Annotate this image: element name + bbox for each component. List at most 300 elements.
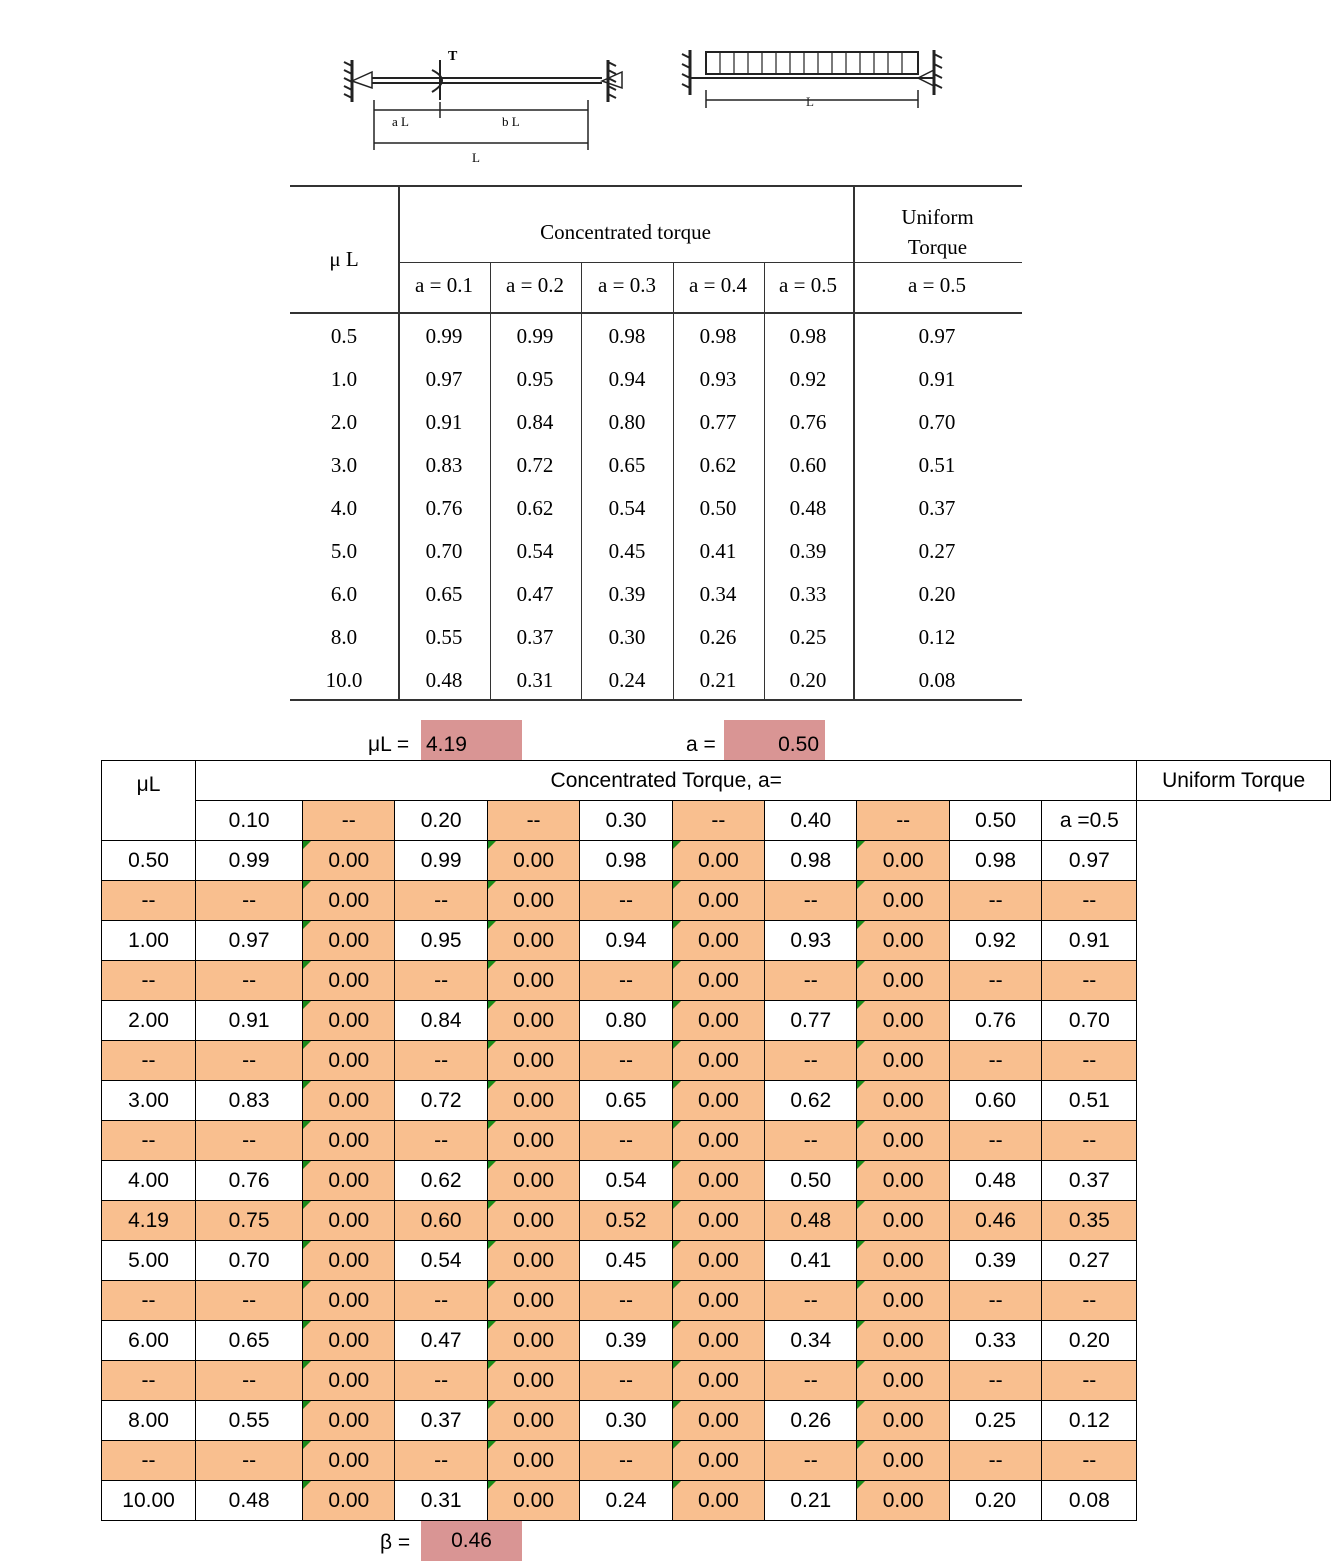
sheet-cell[interactable]: -- <box>1042 1441 1137 1481</box>
scan-mu-value: 6.0 <box>330 582 358 606</box>
sheet-cell[interactable]: -- <box>395 1361 487 1401</box>
a-input-cell[interactable]: 0.50 <box>724 720 825 760</box>
sheet-cell[interactable]: 0.00 <box>303 1081 395 1121</box>
sheet-cell[interactable]: 0.75 <box>196 1201 303 1241</box>
scan-uniform-header-1: Uniform <box>901 205 974 229</box>
scan-table-cell: 0.20 <box>789 668 827 692</box>
sheet-cell[interactable]: 0.00 <box>857 1281 949 1321</box>
sheet-cell[interactable]: 0.27 <box>1042 1241 1137 1281</box>
sheet-mu-header: μL <box>102 761 196 841</box>
sheet-cell[interactable]: 0.35 <box>1042 1201 1137 1241</box>
sheet-cell[interactable]: 0.00 <box>672 961 764 1001</box>
a-header-cell: -- <box>303 801 395 841</box>
sheet-cell[interactable]: -- <box>196 1441 303 1481</box>
sheet-cell[interactable]: -- <box>196 961 303 1001</box>
sheet-cell[interactable]: 0.62 <box>765 1081 857 1121</box>
sheet-cell[interactable]: -- <box>1042 1041 1137 1081</box>
sheet-cell[interactable]: 0.77 <box>765 1001 857 1041</box>
sheet-cell[interactable]: 0.00 <box>487 1081 579 1121</box>
sheet-cell[interactable]: 0.00 <box>672 1121 764 1161</box>
scan-sub-header: a = 0.5 <box>779 273 837 297</box>
beam-diagrams <box>340 40 960 170</box>
sheet-cell[interactable]: 0.30 <box>580 1401 672 1441</box>
scan-table-cell: 0.93 <box>699 367 737 391</box>
reference-table-scan <box>290 185 1022 701</box>
scan-table-cell: 0.97 <box>918 324 956 348</box>
sheet-cell[interactable]: -- <box>580 1121 672 1161</box>
sheet-cell[interactable]: -- <box>765 961 857 1001</box>
table-row <box>102 961 1331 1001</box>
table-row <box>102 1281 1331 1321</box>
sheet-cell[interactable]: -- <box>1042 961 1137 1001</box>
sheet-cell[interactable]: 0.00 <box>857 1121 949 1161</box>
sheet-cell[interactable]: -- <box>949 1441 1041 1481</box>
sheet-cell[interactable]: 0.00 <box>487 1201 579 1241</box>
mu-value-cell[interactable]: -- <box>102 1121 196 1161</box>
sheet-cell[interactable]: 0.39 <box>580 1321 672 1361</box>
table-row <box>102 1481 1331 1521</box>
sheet-cell[interactable]: 0.00 <box>672 921 764 961</box>
sheet-cell[interactable]: -- <box>580 1281 672 1321</box>
sheet-cell[interactable]: 0.98 <box>949 841 1041 881</box>
sheet-cell[interactable]: 0.00 <box>303 1401 395 1441</box>
sheet-cell[interactable]: 0.70 <box>196 1241 303 1281</box>
sheet-cell[interactable]: 0.00 <box>672 1161 764 1201</box>
scan-group-header: Concentrated torque <box>540 220 711 244</box>
interpolation-sheet <box>101 760 1331 1521</box>
sheet-cell[interactable]: 0.00 <box>487 841 579 881</box>
sheet-cell[interactable]: 0.00 <box>857 1041 949 1081</box>
a-header-cell: -- <box>857 801 949 841</box>
sheet-cell[interactable]: 0.00 <box>303 961 395 1001</box>
sheet-cell[interactable]: 0.83 <box>196 1081 303 1121</box>
scan-mu-value: 8.0 <box>330 625 358 649</box>
scan-table-cell: 0.54 <box>516 539 554 563</box>
sheet-cell[interactable]: 0.00 <box>487 881 579 921</box>
sheet-cell[interactable]: 0.25 <box>949 1401 1041 1441</box>
sheet-cell[interactable]: 0.00 <box>303 1041 395 1081</box>
sheet-cell[interactable]: -- <box>196 881 303 921</box>
sheet-cell[interactable]: 0.20 <box>949 1481 1041 1521</box>
seg-b-label: b L <box>502 114 520 129</box>
sheet-cell[interactable]: 0.00 <box>857 1081 949 1121</box>
mu-value-cell[interactable]: -- <box>102 1041 196 1081</box>
scan-sub-header: a = 0.4 <box>689 273 747 297</box>
sheet-cell[interactable]: -- <box>949 1041 1041 1081</box>
sheet-cell[interactable]: 0.65 <box>580 1081 672 1121</box>
sheet-cell[interactable]: 0.00 <box>857 921 949 961</box>
sheet-cell[interactable]: 0.93 <box>765 921 857 961</box>
sheet-cell[interactable]: 0.46 <box>949 1201 1041 1241</box>
sheet-cell[interactable]: 0.31 <box>395 1481 487 1521</box>
table-row <box>102 1041 1331 1081</box>
sheet-cell[interactable]: 0.00 <box>487 1001 579 1041</box>
scan-table-cell: 0.70 <box>425 539 463 563</box>
sheet-cell[interactable]: -- <box>949 1361 1041 1401</box>
scan-table-cell: 0.83 <box>425 453 463 477</box>
scan-table-cell: 0.21 <box>699 668 737 692</box>
sheet-cell[interactable]: -- <box>196 1361 303 1401</box>
scan-table-cell: 0.65 <box>425 582 463 606</box>
sheet-cell[interactable]: 0.12 <box>1042 1401 1137 1441</box>
scan-table-cell: 0.34 <box>699 582 737 606</box>
sheet-cell[interactable]: 0.00 <box>303 1161 395 1201</box>
scan-table-cell: 0.50 <box>699 496 737 520</box>
table-row <box>102 881 1331 921</box>
scan-table-cell: 0.62 <box>699 453 737 477</box>
sheet-cell[interactable]: 0.00 <box>303 1001 395 1041</box>
sheet-cell[interactable]: 0.51 <box>1042 1081 1137 1121</box>
sheet-cell[interactable]: 0.00 <box>672 1201 764 1241</box>
sheet-cell[interactable]: 0.80 <box>580 1001 672 1041</box>
mu-value-cell[interactable]: 10.00 <box>102 1481 196 1521</box>
sheet-cell[interactable]: 0.62 <box>395 1161 487 1201</box>
scan-table-cell: 0.98 <box>608 324 646 348</box>
scan-table-cell: 0.37 <box>516 625 554 649</box>
table-row <box>102 1201 1331 1241</box>
sheet-cell[interactable]: 0.00 <box>487 1401 579 1441</box>
table-row <box>102 1081 1331 1121</box>
sheet-cell[interactable]: 0.60 <box>395 1201 487 1241</box>
sheet-cell[interactable]: -- <box>949 1121 1041 1161</box>
sheet-cell[interactable]: -- <box>765 1361 857 1401</box>
scan-mu-header: μ L <box>329 247 359 271</box>
length-label-right: L <box>806 94 814 109</box>
sheet-cell[interactable]: 0.00 <box>672 1361 764 1401</box>
sheet-cell[interactable]: 0.45 <box>580 1241 672 1281</box>
scan-uniform-header-2: Torque <box>907 235 968 259</box>
sheet-cell[interactable]: -- <box>765 1281 857 1321</box>
sheet-cell[interactable]: 0.50 <box>765 1161 857 1201</box>
scan-table-cell: 0.91 <box>918 367 956 391</box>
sheet-cell[interactable]: 0.00 <box>487 1361 579 1401</box>
sheet-cell[interactable]: -- <box>1042 1281 1137 1321</box>
table-row <box>102 921 1331 961</box>
sheet-cell[interactable]: 0.91 <box>1042 921 1137 961</box>
sheet-cell[interactable]: 0.98 <box>765 841 857 881</box>
sheet-cell[interactable]: 0.95 <box>395 921 487 961</box>
scan-table-cell: 0.80 <box>608 410 646 434</box>
sheet-cell[interactable]: -- <box>395 1121 487 1161</box>
scan-table-cell: 0.33 <box>789 582 827 606</box>
sheet-cell[interactable]: 0.00 <box>857 1321 949 1361</box>
mu-value-cell[interactable]: 2.00 <box>102 1001 196 1041</box>
sheet-cell[interactable]: 0.72 <box>395 1081 487 1121</box>
scan-table-cell: 0.60 <box>789 453 827 477</box>
uniform-a-header: a =0.5 <box>1042 801 1137 841</box>
sheet-cell[interactable]: -- <box>580 881 672 921</box>
sheet-cell[interactable]: -- <box>395 1281 487 1321</box>
scan-mu-value: 2.0 <box>330 410 358 434</box>
mu-value-cell[interactable]: -- <box>102 881 196 921</box>
sheet-cell[interactable]: 0.00 <box>487 1281 579 1321</box>
sheet-cell[interactable]: 0.97 <box>1042 841 1137 881</box>
scan-table-cell: 0.99 <box>425 324 463 348</box>
scan-mu-value: 4.0 <box>330 496 358 520</box>
scan-table-cell: 0.31 <box>516 668 554 692</box>
sheet-cell[interactable]: 0.00 <box>487 1121 579 1161</box>
sheet-cell[interactable]: 0.00 <box>487 1241 579 1281</box>
mu-input-label: μL = <box>368 733 410 756</box>
scan-table-cell: 0.25 <box>789 625 827 649</box>
scan-table-cell: 0.45 <box>608 539 646 563</box>
mu-value-cell[interactable]: 4.19 <box>102 1201 196 1241</box>
scan-table-cell: 0.91 <box>425 410 463 434</box>
mu-value-cell[interactable]: 4.00 <box>102 1161 196 1201</box>
sheet-cell[interactable]: 0.00 <box>672 1401 764 1441</box>
scan-table-cell: 0.62 <box>516 496 554 520</box>
table-row <box>102 1161 1331 1201</box>
sheet-cell[interactable]: 0.00 <box>487 1161 579 1201</box>
sheet-cell[interactable]: 0.70 <box>1042 1001 1137 1041</box>
sheet-cell[interactable]: 0.00 <box>303 1241 395 1281</box>
concentrated-torque-diagram <box>344 60 622 150</box>
scan-mu-value: 10.0 <box>325 668 363 692</box>
sheet-cell[interactable]: -- <box>580 961 672 1001</box>
sheet-cell[interactable]: 0.00 <box>857 961 949 1001</box>
sheet-cell[interactable]: 0.39 <box>949 1241 1041 1281</box>
sheet-cell[interactable]: 0.34 <box>765 1321 857 1361</box>
sheet-cell[interactable]: 0.00 <box>487 1041 579 1081</box>
scan-table-cell: 0.20 <box>918 582 956 606</box>
sheet-cell[interactable]: 0.00 <box>303 1201 395 1241</box>
scan-table-cell: 0.08 <box>918 668 956 692</box>
mu-input-cell[interactable]: 4.19 <box>421 720 522 760</box>
sheet-cell[interactable]: 0.00 <box>672 881 764 921</box>
sheet-cell[interactable]: 0.00 <box>857 1481 949 1521</box>
sheet-cell[interactable]: 0.00 <box>857 1241 949 1281</box>
sheet-cell[interactable]: 0.37 <box>1042 1161 1137 1201</box>
sheet-cell[interactable]: 0.00 <box>672 1481 764 1521</box>
table-row <box>102 1361 1331 1401</box>
sheet-cell[interactable]: 0.60 <box>949 1081 1041 1121</box>
sheet-cell[interactable]: 0.99 <box>395 841 487 881</box>
scan-table-cell: 0.39 <box>608 582 646 606</box>
sheet-cell[interactable]: 0.00 <box>857 1001 949 1041</box>
sheet-cell[interactable]: 0.00 <box>857 1401 949 1441</box>
sheet-cell[interactable]: 0.00 <box>303 1281 395 1321</box>
scan-sub-header: a = 0.3 <box>598 273 656 297</box>
sheet-cell[interactable]: 0.55 <box>196 1401 303 1441</box>
scan-table-cell: 0.98 <box>699 324 737 348</box>
sheet-cell[interactable]: 0.97 <box>196 921 303 961</box>
sheet-cell[interactable]: 0.00 <box>672 1281 764 1321</box>
sheet-cell[interactable]: 0.00 <box>857 1441 949 1481</box>
scan-table-cell: 0.26 <box>699 625 737 649</box>
sheet-cell[interactable]: -- <box>765 881 857 921</box>
sheet-cell[interactable]: 0.76 <box>196 1161 303 1201</box>
scan-table-cell: 0.30 <box>608 625 646 649</box>
scan-table-cell: 0.51 <box>918 453 956 477</box>
sheet-cell[interactable]: 0.00 <box>487 961 579 1001</box>
sheet-cell[interactable]: 0.26 <box>765 1401 857 1441</box>
sheet-cell[interactable]: -- <box>196 1121 303 1161</box>
sheet-cell[interactable]: 0.00 <box>303 1481 395 1521</box>
sheet-cell[interactable]: 0.99 <box>196 841 303 881</box>
sheet-cell[interactable]: -- <box>949 881 1041 921</box>
sheet-cell[interactable]: 0.00 <box>303 921 395 961</box>
sheet-cell[interactable]: 0.00 <box>487 1441 579 1481</box>
sheet-cell[interactable]: -- <box>949 961 1041 1001</box>
sheet-cell[interactable]: 0.00 <box>672 1041 764 1081</box>
scan-sub-header: a = 0.2 <box>506 273 564 297</box>
sheet-cell[interactable]: 0.91 <box>196 1001 303 1041</box>
sheet-cell[interactable]: 0.54 <box>580 1161 672 1201</box>
table-row <box>102 1401 1331 1441</box>
beta-result-cell: 0.46 <box>421 1521 522 1561</box>
a-header-cell: 0.50 <box>949 801 1041 841</box>
sheet-cell[interactable]: -- <box>395 1441 487 1481</box>
sheet-cell[interactable]: 0.00 <box>303 1121 395 1161</box>
table-row <box>102 1321 1331 1361</box>
sheet-cell[interactable]: 0.20 <box>1042 1321 1137 1361</box>
sheet-cell[interactable]: 0.00 <box>672 1441 764 1481</box>
table-row <box>102 1241 1331 1281</box>
sheet-cell[interactable]: 0.00 <box>487 1321 579 1361</box>
sheet-cell[interactable]: -- <box>765 1121 857 1161</box>
sheet-cell[interactable]: 0.65 <box>196 1321 303 1361</box>
mu-value-cell[interactable]: -- <box>102 961 196 1001</box>
sheet-cell[interactable]: 0.48 <box>196 1481 303 1521</box>
scan-table-cell: 0.98 <box>789 324 827 348</box>
sheet-cell[interactable]: 0.48 <box>949 1161 1041 1201</box>
mu-value-cell[interactable]: 6.00 <box>102 1321 196 1361</box>
sheet-cell[interactable]: 0.54 <box>395 1241 487 1281</box>
scan-table-cell: 0.76 <box>789 410 827 434</box>
scan-table-cell: 0.55 <box>425 625 463 649</box>
beta-label: β = <box>380 1531 411 1554</box>
a-header-cell: 0.20 <box>395 801 487 841</box>
sheet-cell[interactable]: -- <box>1042 1121 1137 1161</box>
scan-table-cell: 0.37 <box>918 496 956 520</box>
sheet-cell[interactable]: -- <box>196 1041 303 1081</box>
sheet-cell[interactable]: 0.47 <box>395 1321 487 1361</box>
scan-table-cell: 0.12 <box>918 625 956 649</box>
scan-mu-value: 1.0 <box>330 367 358 391</box>
a-header-cell: 0.30 <box>580 801 672 841</box>
sheet-cell[interactable]: 0.00 <box>857 881 949 921</box>
mu-value-cell[interactable]: -- <box>102 1281 196 1321</box>
a-header-cell: 0.10 <box>196 801 303 841</box>
scan-table-cell: 0.76 <box>425 496 463 520</box>
table-row <box>102 1001 1331 1041</box>
sheet-uniform-header: Uniform Torque <box>1137 761 1331 801</box>
sheet-cell[interactable]: 0.00 <box>857 841 949 881</box>
sheet-cell[interactable]: -- <box>395 961 487 1001</box>
mu-value-cell[interactable]: -- <box>102 1361 196 1401</box>
scan-sub-header: a = 0.1 <box>415 273 473 297</box>
sheet-cell[interactable]: 0.21 <box>765 1481 857 1521</box>
scan-table-cell: 0.70 <box>918 410 956 434</box>
sheet-cell[interactable]: 0.00 <box>672 1241 764 1281</box>
scan-table-cell: 0.24 <box>608 668 646 692</box>
sheet-cell[interactable]: 0.92 <box>949 921 1041 961</box>
scan-table-cell: 0.39 <box>789 539 827 563</box>
sheet-cell[interactable]: 0.00 <box>672 1001 764 1041</box>
scan-table-cell: 0.27 <box>918 539 956 563</box>
sheet-cell[interactable]: 0.00 <box>487 921 579 961</box>
sheet-cell[interactable]: -- <box>580 1361 672 1401</box>
scan-table-cell: 0.48 <box>789 496 827 520</box>
sheet-cell[interactable]: 0.00 <box>303 1441 395 1481</box>
scan-table-cell: 0.95 <box>516 367 554 391</box>
torque-label: T <box>448 49 458 64</box>
mu-value-cell[interactable]: -- <box>102 1441 196 1481</box>
sheet-cell[interactable]: 0.98 <box>580 841 672 881</box>
mu-value-cell[interactable]: 8.00 <box>102 1401 196 1441</box>
scan-table-cell: 0.65 <box>608 453 646 477</box>
scan-table-cell: 0.99 <box>516 324 554 348</box>
sheet-cell[interactable]: 0.00 <box>672 1081 764 1121</box>
sheet-cell[interactable]: 0.48 <box>765 1201 857 1241</box>
scan-table-cell: 0.97 <box>425 367 463 391</box>
sheet-cell[interactable]: -- <box>580 1441 672 1481</box>
sheet-cell[interactable]: 0.84 <box>395 1001 487 1041</box>
sheet-cell[interactable]: 0.00 <box>303 1361 395 1401</box>
length-label-left: L <box>472 150 480 165</box>
scan-mu-value: 3.0 <box>330 453 358 477</box>
sheet-cell[interactable]: -- <box>196 1281 303 1321</box>
a-header-cell: 0.40 <box>765 801 857 841</box>
sheet-cell[interactable]: 0.00 <box>303 881 395 921</box>
sheet-cell[interactable]: 0.41 <box>765 1241 857 1281</box>
sheet-cell[interactable]: -- <box>395 1041 487 1081</box>
sheet-cell[interactable]: 0.00 <box>303 1321 395 1361</box>
sheet-cell[interactable]: 0.76 <box>949 1001 1041 1041</box>
sheet-cell[interactable]: 0.00 <box>672 1321 764 1361</box>
table-row <box>102 841 1331 881</box>
seg-a-label: a L <box>392 114 409 129</box>
sheet-cell[interactable]: 0.00 <box>857 1161 949 1201</box>
sheet-cell[interactable]: 0.37 <box>395 1401 487 1441</box>
scan-mu-value: 5.0 <box>330 539 358 563</box>
sheet-cell[interactable]: 0.33 <box>949 1321 1041 1361</box>
a-header-cell: -- <box>672 801 764 841</box>
table-row <box>102 1441 1331 1481</box>
sheet-cell[interactable]: 0.00 <box>487 1481 579 1521</box>
scan-mu-value: 0.5 <box>330 324 358 348</box>
sheet-cell[interactable]: -- <box>580 1041 672 1081</box>
sheet-cell[interactable]: -- <box>1042 881 1137 921</box>
a-header-cell: -- <box>487 801 579 841</box>
table-row <box>102 1121 1331 1161</box>
a-input-label: a = <box>686 733 716 756</box>
mu-value-cell[interactable]: 1.00 <box>102 921 196 961</box>
sheet-cell[interactable]: 0.24 <box>580 1481 672 1521</box>
sheet-cell[interactable]: 0.00 <box>303 841 395 881</box>
sheet-cell[interactable]: 0.00 <box>672 841 764 881</box>
scan-sub-header: a = 0.5 <box>908 273 966 297</box>
sheet-cell[interactable]: 0.00 <box>857 1361 949 1401</box>
scan-table-cell: 0.41 <box>699 539 737 563</box>
sheet-cell[interactable]: -- <box>949 1281 1041 1321</box>
scan-table-cell: 0.94 <box>608 367 646 391</box>
mu-value-cell[interactable]: 3.00 <box>102 1081 196 1121</box>
sheet-cell[interactable]: 0.00 <box>857 1201 949 1241</box>
mu-value-cell[interactable]: 0.50 <box>102 841 196 881</box>
sheet-cell[interactable]: -- <box>765 1441 857 1481</box>
sheet-cell[interactable]: 0.08 <box>1042 1481 1137 1521</box>
sheet-a-header-row <box>102 801 1331 841</box>
scan-table-cell: 0.92 <box>789 367 827 391</box>
mu-value-cell[interactable]: 5.00 <box>102 1241 196 1281</box>
sheet-cell[interactable]: -- <box>395 881 487 921</box>
sheet-cell[interactable]: -- <box>1042 1361 1137 1401</box>
sheet-cell[interactable]: -- <box>765 1041 857 1081</box>
sheet-cell[interactable]: 0.52 <box>580 1201 672 1241</box>
sheet-cell[interactable]: 0.94 <box>580 921 672 961</box>
scan-table-cell: 0.47 <box>516 582 554 606</box>
